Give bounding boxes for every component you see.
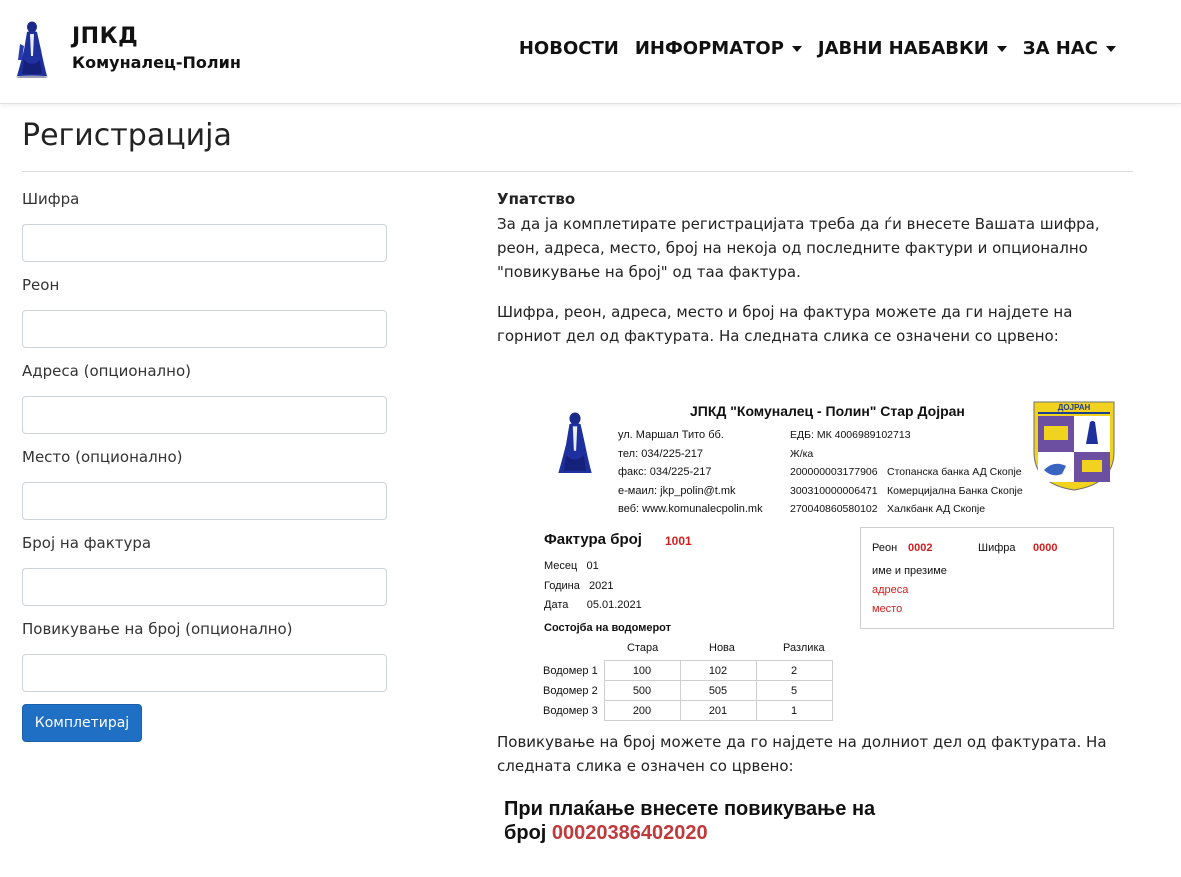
meter-label: Водомер 1: [543, 664, 598, 677]
instructions-heading: Упатство: [497, 190, 576, 208]
nav-item-label: ЗА НАС: [1022, 38, 1098, 59]
name-caption: име и презиме: [872, 565, 947, 577]
meter-diff: 2: [756, 661, 832, 681]
nav-item-label: ИНФОРМАТОР: [634, 38, 784, 59]
meter-old: 100: [604, 661, 680, 681]
invoice-number-label: Број на фактура: [22, 534, 152, 552]
meter-table: [540, 660, 833, 721]
instructions-paragraph-2: Шифра, реон, адреса, место и број на фактура можете да ги најдете на горниот дел од фактурата. На следната слика се означени со црвено:: [497, 303, 1073, 345]
region-label: Реон: [22, 276, 60, 294]
instructions-paragraph-1: За да ја комплетирате регистрацијата треба да ѓи внесете Вашата шифра, реон, адреса, место, број на некоја од последните фактури и опционално "повикување на број" од таа фактура.: [497, 215, 1100, 281]
invoice-number-input[interactable]: [22, 568, 387, 606]
invoice-sample-image: [535, 392, 1125, 725]
code-input[interactable]: [22, 224, 387, 262]
field-place: [22, 448, 387, 520]
place-label: Место (опционално): [22, 448, 183, 466]
invoice-company-name: ЈПКД "Комуналец - Полин" Стар Дојран: [690, 403, 965, 419]
meter-new: 201: [680, 701, 756, 721]
divider: [22, 171, 1133, 172]
payment-sample-prefix: број: [504, 822, 547, 844]
payment-reference-input[interactable]: [22, 654, 387, 692]
invoice-contact: ул. Маршал Тито бб. тел: 034/225-217 факс: 034/225-217 е-маил: jkp_polin@t.mk веб: www.komunalecpolin.mk: [618, 429, 763, 515]
meter-old: 200: [604, 701, 680, 721]
navbar: [0, 0, 1181, 104]
table-row: [540, 681, 832, 701]
meter-label: Водомер 2: [543, 684, 598, 697]
meter-header-old: Стара: [627, 642, 659, 654]
address-highlight: адреса: [872, 584, 909, 596]
invoice-meta: Месец 01 Година 2021 Дата 05.01.2021: [544, 560, 642, 611]
brand-title[interactable]: ЈПКД: [72, 24, 139, 49]
meter-diff: 5: [756, 681, 832, 701]
address-input[interactable]: [22, 396, 387, 434]
logo-icon: [555, 404, 595, 482]
logo-icon[interactable]: [14, 20, 50, 78]
field-address: [22, 362, 387, 434]
complete-button[interactable]: Комплетирај: [22, 704, 142, 742]
nav-item-informator[interactable]: [627, 38, 810, 59]
nav-item-label: НОВОСТИ: [518, 38, 619, 59]
nav-item-public-procurement[interactable]: [810, 38, 1015, 59]
nav-item-label: ЈАВНИ НАБАВКИ: [817, 38, 989, 59]
meter-new: 102: [680, 661, 756, 681]
invoice-banks: Стопанска банка АД Скопје Комерцијална Банка Скопје Халкбанк АД Скопје: [887, 466, 1023, 515]
payment-sample-line-2: [504, 822, 708, 845]
meter-title: Состојба на водомерот: [544, 622, 671, 634]
invoice-title: Фактура број: [544, 531, 642, 548]
field-invoice-number: [22, 534, 387, 606]
table-row: [540, 661, 832, 681]
field-code: [22, 190, 387, 262]
region-input[interactable]: [22, 310, 387, 348]
meter-header-diff: Разлика: [783, 642, 825, 654]
brand-subtitle[interactable]: Комуналец-Полин: [72, 53, 241, 72]
caret-down-icon: [997, 46, 1007, 52]
page-title: Регистрација: [22, 118, 232, 153]
meter-old: 500: [604, 681, 680, 701]
invoice-accounts: ЕДБ: МК 4006989102713 Ж/ка 200000003177906 300310000006471 270040860580102: [790, 429, 911, 515]
place-highlight: место: [872, 603, 903, 615]
place-input[interactable]: [22, 482, 387, 520]
meter-header-new: Нова: [709, 642, 735, 654]
address-label: Адреса (опционално): [22, 362, 191, 380]
code-highlight: 0000: [1033, 542, 1058, 554]
meter-label: Водомер 3: [543, 704, 598, 717]
caret-down-icon: [1106, 46, 1116, 52]
main-nav: [511, 38, 1124, 59]
caret-down-icon: [792, 46, 802, 52]
payment-sample-line-1: При плаќање внесете повикување на: [504, 798, 876, 820]
invoice-number-highlight: 1001: [665, 534, 692, 548]
nav-item-news[interactable]: [511, 38, 627, 59]
region-caption: Реон: [872, 542, 898, 554]
field-payment-reference: [22, 620, 387, 692]
invoice-customer-box: [860, 527, 1114, 629]
payment-reference-highlight: 00020386402020: [551, 822, 708, 844]
nav-item-about-us[interactable]: [1015, 38, 1124, 59]
code-label: Шифра: [22, 190, 80, 208]
region-highlight: 0002: [908, 542, 933, 554]
table-row: [540, 701, 832, 721]
meter-diff: 1: [756, 701, 832, 721]
instructions-paragraph-3: Повикување на број можете да го најдете на долниот дел од фактурата. На следната слика е означен со црвено:: [497, 733, 1107, 775]
crest-label: ДОЈРАН: [1057, 403, 1091, 412]
meter-new: 505: [680, 681, 756, 701]
payment-reference-label: Повикување на број (опционално): [22, 620, 293, 638]
dojran-crest-icon: [1032, 400, 1116, 492]
field-region: [22, 276, 387, 348]
code-caption: Шифра: [978, 542, 1016, 554]
